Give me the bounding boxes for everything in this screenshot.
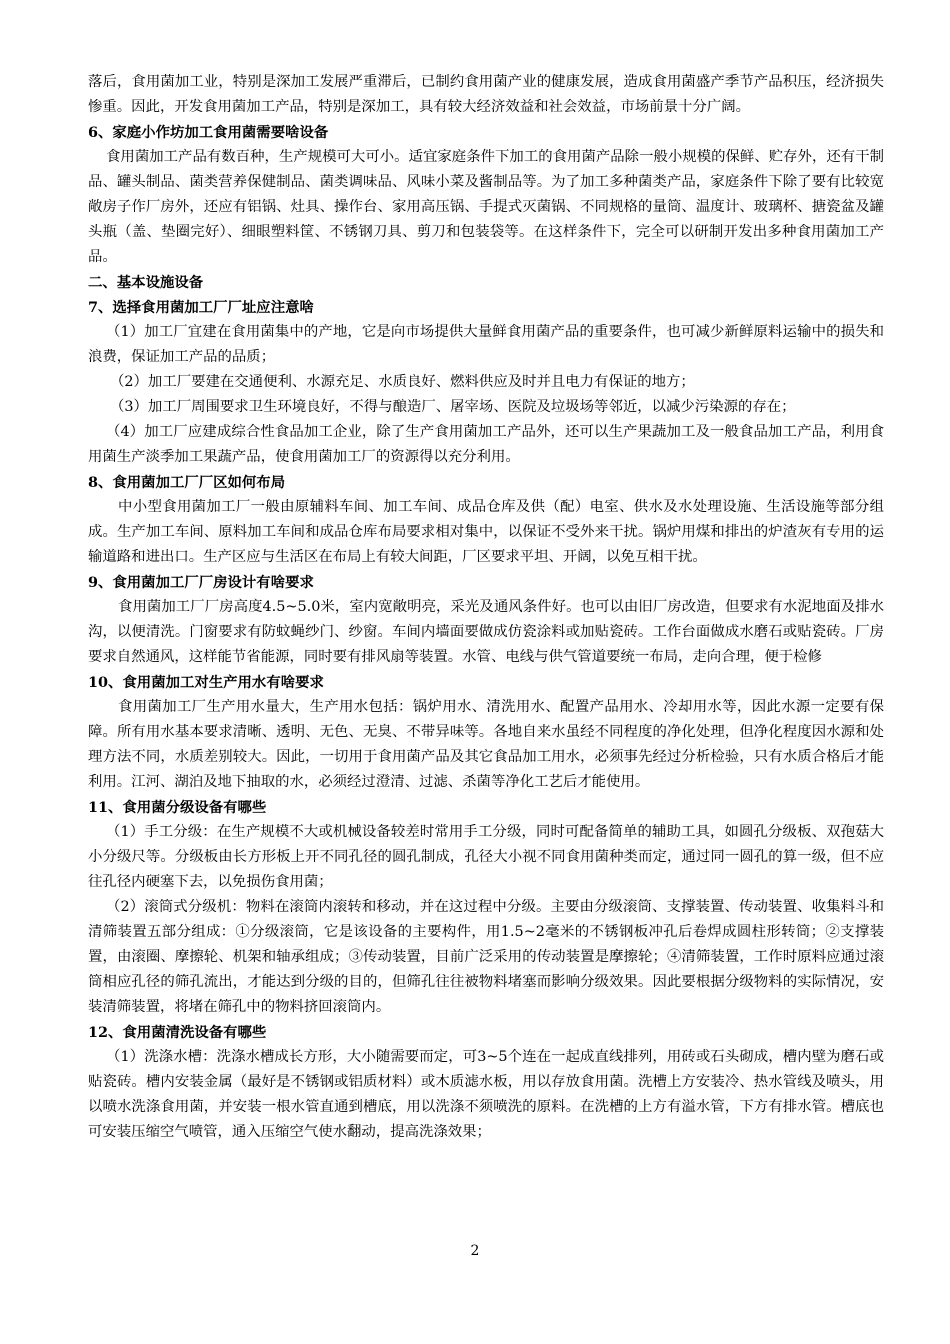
paragraph-10: 食用菌加工厂生产用水量大，生产用水包括：锅炉用水、清洗用水、配置产品用水、冷却用水等，因此水源一定要有保障。所有用水基本要求清晰、透明、无色、无臭、不带异味等。各地自来水虽经不同程度的净化处理，但净化程度因水源和处理方法不同，水质差别较大。因此，一切用于食用菌产品及其它食品加工用水，必须事先经过分析检验，只有水质合格后才能利用。江河、湖泊及地下抽取的水，必须经过澄清、过滤、杀菌等净化工艺后才能使用。 <box>88 699 884 790</box>
section-heading-9: 9、食用菌加工厂厂房设计有啥要求 <box>88 574 314 591</box>
paragraph-7-1: （1）加工厂宜建在食用菌集中的产地，它是向市场提供大量鲜食用菌产品的重要条件，也可减少新鲜原料运输中的损失和浪费，保证加工产品的品质； <box>88 324 884 365</box>
section-heading-10: 10、食用菌加工对生产用水有啥要求 <box>88 674 324 691</box>
paragraph-7-4: （4）加工厂应建成综合性食品加工企业，除了生产食用菌加工产品外，还可以生产果蔬加工及一般食品加工产品，利用食用菌生产淡季加工果蔬产品，使食用菌加工厂的资源得以充分利用。 <box>88 424 884 465</box>
paragraph-9: 食用菌加工厂厂房高度4.5~5.0米，室内宽敞明亮，采光及通风条件好。也可以由旧厂房改造，但要求有水泥地面及排水沟，以便清洗。门窗要求有防蚊蝇纱门、纱窗。车间内墙面要做成仿瓷涂料或加贴瓷砖。工作台面做成水磨石或贴瓷砖。厂房要求自然通风，这样能节省能源，同时要有排风扇等装置。水管、电线与供气管道要统一布局，走向合理，便于检修 <box>88 599 884 665</box>
section-heading-12: 12、食用菌清洗设备有哪些 <box>88 1024 267 1041</box>
paragraph-6: 食用菌加工产品有数百种，生产规模可大可小。适宜家庭条件下加工的食用菌产品除一般小规模的保鲜、贮存外，还有干制品、罐头制品、菌类营养保健制品、菌类调味品、风味小菜及酱制品等。为了加工多种菌类产品，家庭条件下除了要有比较宽敞房子作厂房外，还应有铝锅、灶具、操作台、家用高压锅、手提式灭菌锅、不同规格的量筒、温度计、玻璃杯、搪瓷盆及罐头瓶（盖、垫圈完好）、细眼塑料筐、不锈钢刀具、剪刀和包装袋等。在这样条件下，完全可以研制开发出多种食用菌加工产品。 <box>88 149 884 265</box>
paragraph-12-1: （1）洗涤水槽：洗涤水槽成长方形，大小随需要而定，可3~5个连在一起成直线排列，用砖或石头砌成，槽内壁为磨石或贴瓷砖。槽内安装金属（最好是不锈钢或铝质材料）或木质滤水板，用以存放食用菌。洗槽上方安装冷、热水管线及喷头，用以喷水洗涤食用菌，并安装一根水管直通到槽底，用以洗涤不须喷洗的原料。在洗槽的上方有溢水管，下方有排水管。槽底也可安装压缩空气喷管，通入压缩空气使水翻动，提高洗涤效果； <box>88 1049 884 1140</box>
intro-paragraph: 落后，食用菌加工业，特别是深加工发展严重滞后，已制约食用菌产业的健康发展，造成食用菌盛产季节产品积压，经济损失惨重。因此，开发食用菌加工产品，特别是深加工，具有较大经济效益和社会效益，市场前景十分广阔。 <box>88 74 884 115</box>
chapter-heading-2: 二、基本设施设备 <box>88 274 204 291</box>
section-heading-11: 11、食用菌分级设备有哪些 <box>88 799 267 816</box>
section-heading-7: 7、选择食用菌加工厂厂址应注意啥 <box>88 299 314 316</box>
paragraph-7-2: （2）加工厂要建在交通便利、水源充足、水质良好、燃料供应及时并且电力有保证的地方； <box>110 374 695 390</box>
paragraph-8: 中小型食用菌加工厂一般由原辅料车间、加工车间、成品仓库及供（配）电室、供水及水处理设施、生活设施等部分组成。生产加工车间、原料加工车间和成品仓库布局要求相对集中，以保证不受外来干扰。锅炉用煤和排出的炉渣灰有专用的运输道路和进出口。生产区应与生活区在布局上有较大间距，厂区要求平坦、开阔，以免互相干扰。 <box>88 499 884 565</box>
page-number: 2 <box>470 1243 480 1259</box>
paragraph-11-2: （2）滚筒式分级机：物料在滚筒内滚转和移动，并在这过程中分级。主要由分级滚筒、支撑装置、传动装置、收集料斗和清筛装置五部分组成：①分级滚筒，它是该设备的主要构件，用1.5~2毫米的不锈钢板冲孔后卷焊成圆柱形转筒；②支撑装置，由滚圈、摩擦轮、机架和轴承组成；③传动装置，目前广泛采用的传动装置是摩擦轮；④清筛装置，工作时原料应通过滚筒相应孔径的筛孔流出，才能达到分级的目的，但筛孔往往被物料堵塞而影响分级效果。因此要根据分级物料的实际情况，安装清筛装置，将堵在筛孔中的物料挤回滚筒内。 <box>88 899 884 1015</box>
section-heading-8: 8、食用菌加工厂厂区如何布局 <box>88 474 286 491</box>
paragraph-11-1: （1）手工分级：在生产规模不大或机械设备较差时常用手工分级，同时可配备简单的辅助工具，如圆孔分级板、双孢菇大小分级尺等。分级板由长方形板上开不同孔径的圆孔制成，孔径大小视不同食用菌种类而定，通过同一圆孔的算一级，但不应往孔径内硬塞下去，以免损伤食用菌； <box>88 824 884 890</box>
document-body <box>88 70 884 1145</box>
section-heading-6: 6、家庭小作坊加工食用菌需要啥设备 <box>88 124 329 141</box>
paragraph-7-3: （3）加工厂周围要求卫生环境良好，不得与酿造厂、屠宰场、医院及垃圾场等邻近，以减少污染源的存在； <box>110 399 796 415</box>
